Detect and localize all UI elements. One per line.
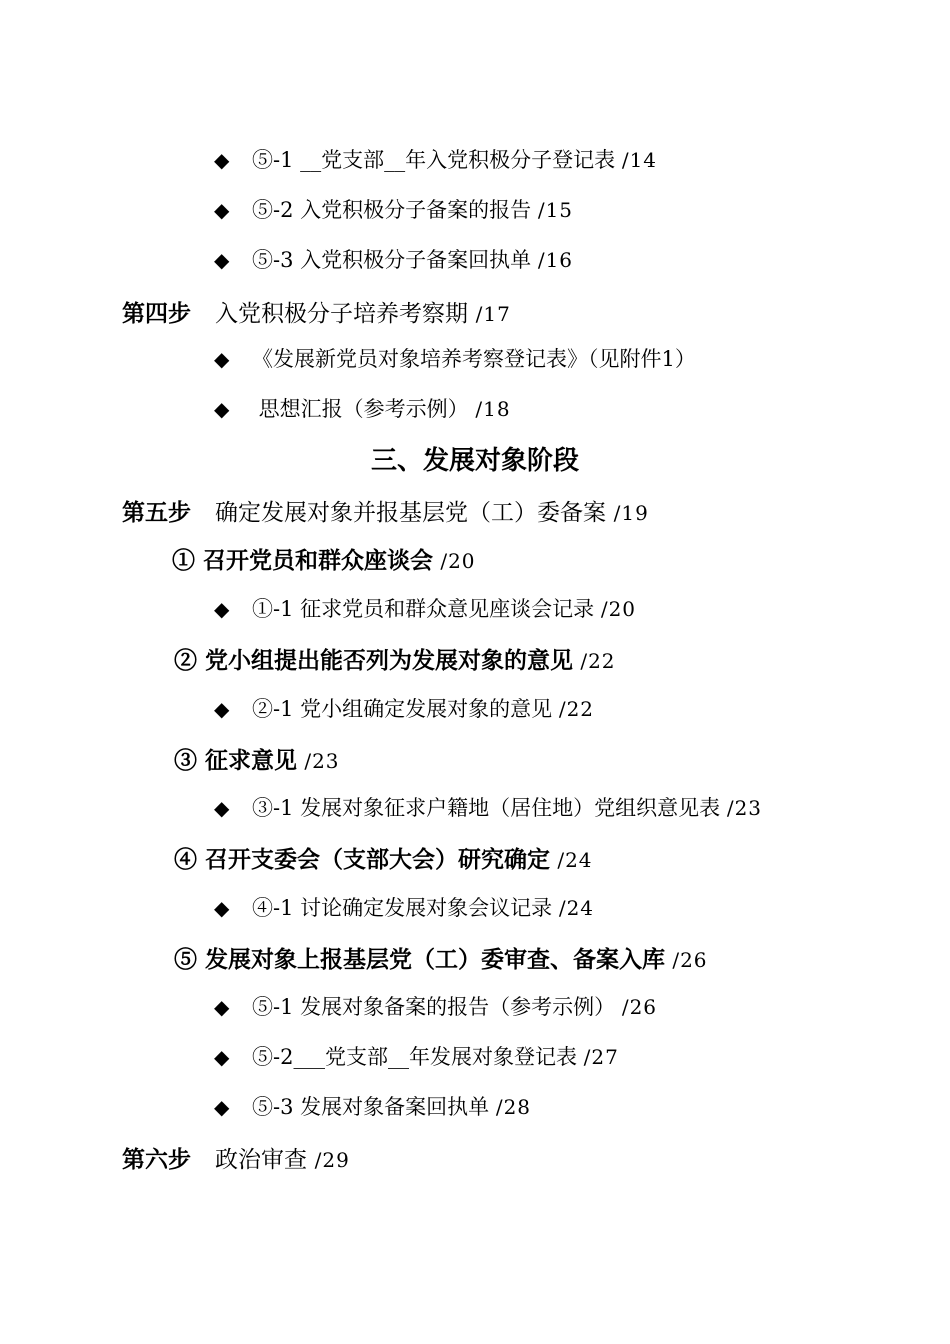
page-number: /20 [600, 597, 637, 621]
page-number: /20 [440, 549, 476, 573]
page-number: /23 [726, 796, 763, 820]
toc-bullet-item [214, 150, 657, 171]
diamond-bullet-icon: ◆ [214, 995, 230, 1019]
toc-bullet-item [214, 898, 594, 919]
diamond-bullet-icon: ◆ [214, 1095, 230, 1119]
page-number: /16 [537, 248, 574, 272]
diamond-bullet-icon: ◆ [214, 597, 230, 621]
diamond-bullet-icon: ◆ [214, 347, 230, 371]
page-number: /26 [621, 995, 658, 1019]
substep-title: ③ 征求意见 [174, 747, 298, 774]
toc-item-text: ②-1 党小组确定发展对象的意见 [252, 697, 553, 721]
step-title: 政治审查 [215, 1147, 307, 1173]
toc-item-text: ⑤-3 发展对象备案回执单 [252, 1095, 490, 1119]
toc-bullet-item [214, 200, 573, 221]
page-number: /28 [495, 1095, 532, 1119]
diamond-bullet-icon: ◆ [214, 148, 230, 172]
diamond-bullet-icon: ◆ [214, 397, 230, 421]
toc-bullet-item [214, 1097, 531, 1118]
toc-item-text: ⑤-1 发展对象备案的报告（参考示例） [252, 995, 616, 1019]
toc-substep-heading [172, 549, 476, 573]
toc-item-text: ⑤-1 __党支部__年入党积极分子登记表 [252, 148, 616, 172]
diamond-bullet-icon: ◆ [214, 198, 230, 222]
toc-bullet-item [214, 798, 762, 819]
toc-bullet-item [214, 250, 573, 271]
toc-item-text: ⑤-2 入党积极分子备案的报告 [252, 198, 532, 222]
substep-title: ② 党小组提出能否列为发展对象的意见 [174, 647, 574, 674]
toc-step-heading [122, 1147, 350, 1172]
page-number: /22 [580, 649, 616, 673]
section-heading [0, 448, 950, 474]
page-number: /15 [537, 198, 574, 222]
toc-item-text: 《发展新党员对象培养考察登记表》（见附件1） [252, 347, 696, 371]
toc-step-heading [122, 500, 649, 525]
toc-bullet-item [214, 349, 696, 370]
toc-bullet-item [214, 599, 636, 620]
toc-bullet-item [214, 399, 511, 420]
page-number: /24 [557, 848, 593, 872]
toc-substep-heading [174, 848, 593, 872]
page-number: /17 [475, 302, 511, 326]
step-number: 第五步 [122, 500, 191, 526]
page-number: /26 [672, 948, 708, 972]
toc-substep-heading [174, 749, 340, 773]
substep-title: ④ 召开支委会（支部大会）研究确定 [174, 846, 551, 873]
page-number: /22 [558, 697, 595, 721]
toc-item-text: ④-1 讨论确定发展对象会议记录 [252, 896, 553, 920]
step-number: 第四步 [122, 301, 191, 327]
diamond-bullet-icon: ◆ [214, 697, 230, 721]
diamond-bullet-icon: ◆ [214, 896, 230, 920]
page-number: /23 [304, 749, 340, 773]
page-number: /29 [314, 1148, 350, 1172]
toc-item-text: ③-1 发展对象征求户籍地（居住地）党组织意见表 [252, 796, 721, 820]
page-number: /18 [475, 397, 511, 421]
substep-title: ⑤ 发展对象上报基层党（工）委审查、备案入库 [174, 946, 666, 973]
substep-title: ① 召开党员和群众座谈会 [172, 547, 434, 574]
section-title: 三、发展对象阶段 [370, 446, 579, 476]
diamond-bullet-icon: ◆ [214, 796, 230, 820]
toc-step-heading [122, 301, 511, 326]
step-title: 入党积极分子培养考察期 [215, 301, 468, 327]
toc-item-text: ⑤-3 入党积极分子备案回执单 [252, 248, 532, 272]
step-title: 确定发展对象并报基层党（工）委备案 [215, 500, 606, 526]
page-number: /19 [613, 501, 649, 525]
diamond-bullet-icon: ◆ [214, 1045, 230, 1069]
toc-substep-heading [174, 649, 616, 673]
diamond-bullet-icon: ◆ [214, 248, 230, 272]
toc-bullet-item [214, 699, 594, 720]
toc-bullet-item [214, 1047, 619, 1068]
page-number: /27 [583, 1045, 619, 1069]
step-number: 第六步 [122, 1147, 191, 1173]
page-number: /24 [558, 896, 595, 920]
page-number: /14 [621, 148, 658, 172]
toc-item-text: ①-1 征求党员和群众意见座谈会记录 [252, 597, 595, 621]
toc-substep-heading [174, 948, 708, 972]
toc-bullet-item [214, 997, 657, 1018]
toc-item-text: ⑤-2___党支部__年发展对象登记表 [252, 1045, 577, 1069]
toc-item-text: 思想汇报（参考示例） [252, 397, 469, 421]
